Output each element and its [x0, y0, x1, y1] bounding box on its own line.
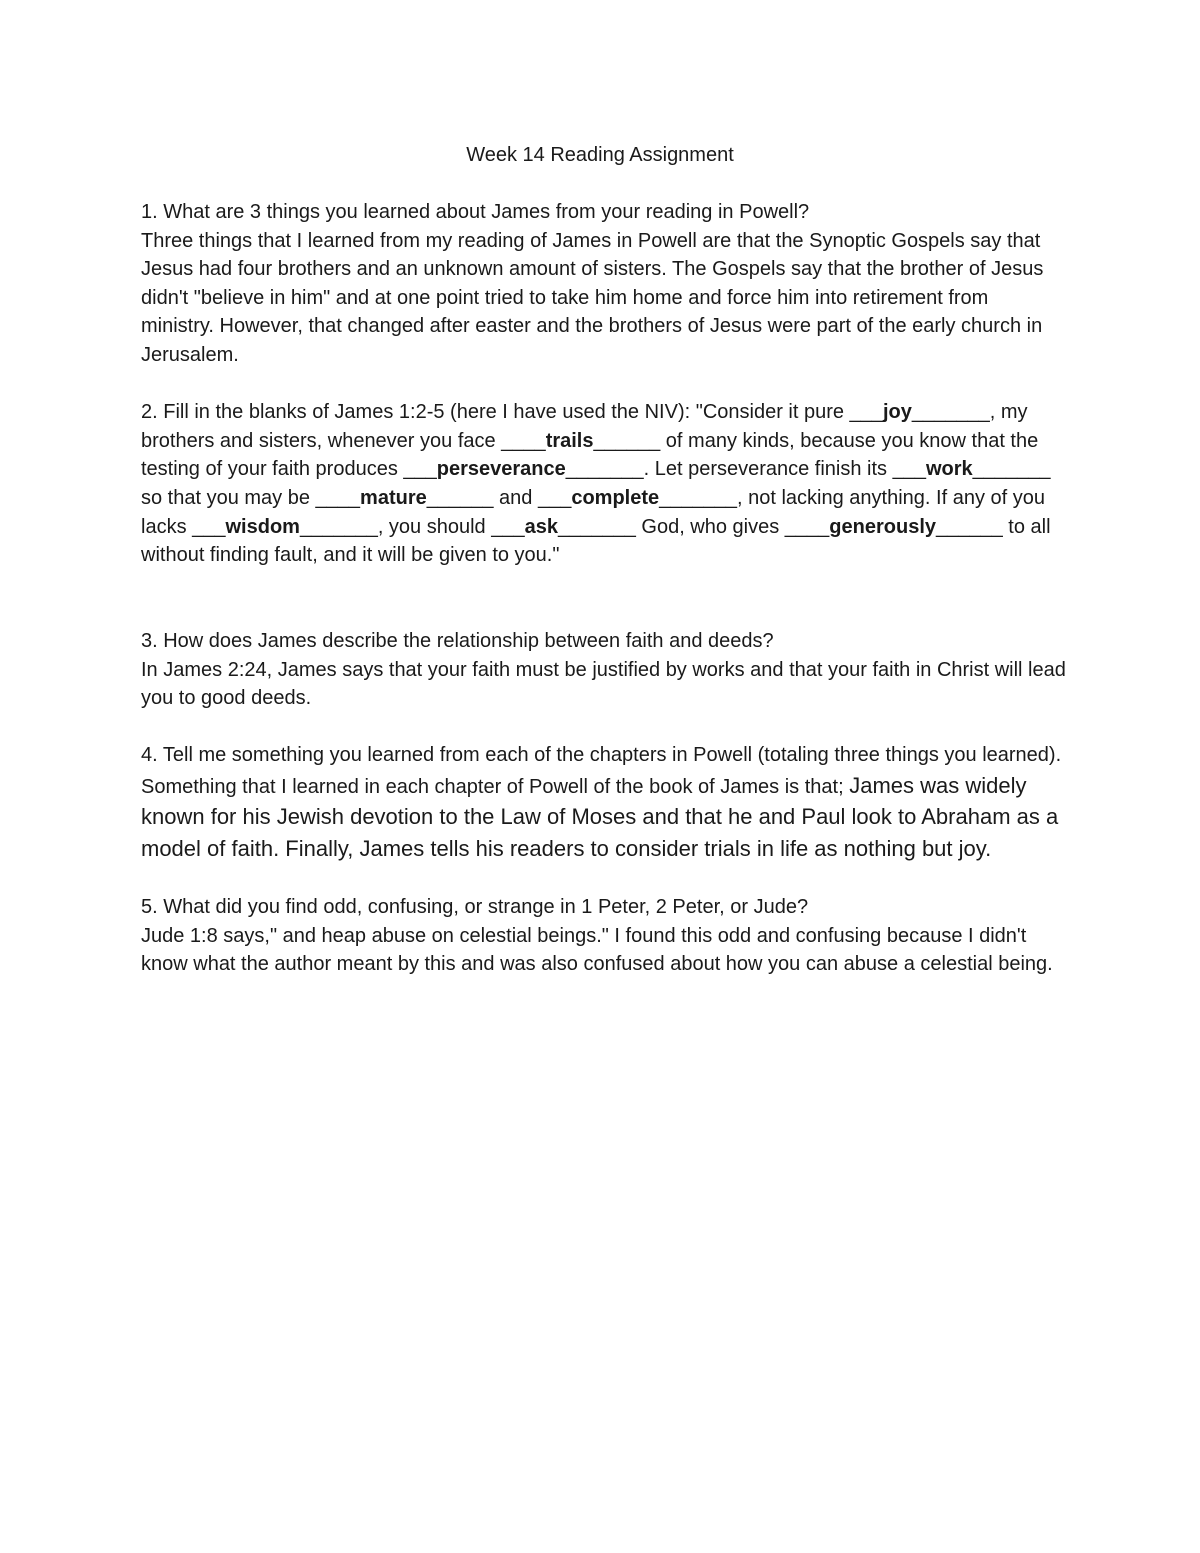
question-1: 1. What are 3 things you learned about James from your reading in Powell? [141, 201, 810, 223]
q2-answer-work: work [925, 458, 973, 481]
answer-5: Jude 1:8 says," and heap abuse on celestial beings." I found this odd and confusing because I didn't know what the author meant by this and was also confused about how you can abuse a celestial being. [141, 924, 1053, 976]
q2-text: ______ and ___ [426, 486, 572, 509]
answer-4 [141, 770, 1066, 865]
answer-4-body: James was widely known for his Jewish devotion to the Law of Moses and that he and Paul look to Abraham as a model of faith. Finally, James tells his readers to consider trials in life as nothing but joy. [141, 772, 1059, 862]
q2-answer-perseverance: perseverance [436, 458, 566, 481]
question-3: 3. How does James describe the relationship between faith and deeds? [141, 629, 774, 652]
page-title: Week 14 Reading Assignment [466, 144, 734, 166]
q2-answer-mature: mature [360, 486, 427, 509]
q2-answer-ask: ask [524, 515, 558, 538]
question-2-fill-in [141, 398, 1066, 570]
spacer [141, 865, 1066, 894]
document-body [141, 198, 1066, 979]
q2-answer-trails: trails [545, 429, 594, 452]
q2-answer-complete: complete [571, 486, 660, 509]
q2-text: _______ so that you may be ____ [141, 458, 1051, 509]
spacer [141, 713, 1066, 742]
answer-3: In James 2:24, James says that your faith must be justified by works and that your faith in Christ will lead you to good deeds. [141, 658, 1066, 710]
q2-text: ______ to all without finding fault, and it will be given to you." [141, 515, 1051, 567]
q2-text: ______ of many kinds, because you know that the testing of your faith produces ___ [141, 429, 1039, 481]
q2-text: 2. Fill in the blanks of James 1:2-5 (here I have used the NIV): "Consider it pure ___ [141, 401, 883, 424]
q2-answer-joy: joy [882, 401, 912, 424]
q2-answer-wisdom: wisdom [225, 515, 300, 538]
spacer [141, 370, 1066, 399]
q2-text: _______, not lacking anything. If any of you lacks ___ [141, 486, 1045, 538]
answer-1: Three things that I learned from my reading of James in Powell are that the Synoptic Gospels say that Jesus had four brothers and an unknown amount of sisters. The Gospels say that the brother of Jesus didn't "believe in him" and at one point tried to take him home and force him into retirement from ministry. However, that changed after easter and the brothers of Jesus were part of the early church in Jerusalem. [141, 229, 1044, 366]
answer-4-intro: Something that I learned in each chapter of Powell of the book of James is that; [141, 775, 850, 798]
q2-text: _______ God, who gives ____ [557, 515, 830, 538]
question-4: 4. Tell me something you learned from each of the chapters in Powell (totaling three things you learned). [141, 744, 1062, 767]
q2-text: _______, you should ___ [299, 515, 525, 538]
q2-answer-generously: generously [829, 515, 936, 538]
q2-text: _______. Let perseverance finish its ___ [565, 458, 926, 481]
q2-text: _______, my brothers and sisters, whenever you face ____ [141, 401, 1028, 452]
question-5: 5. What did you find odd, confusing, or strange in 1 Peter, 2 Peter, or Jude? [141, 896, 809, 919]
spacer [141, 570, 1066, 627]
